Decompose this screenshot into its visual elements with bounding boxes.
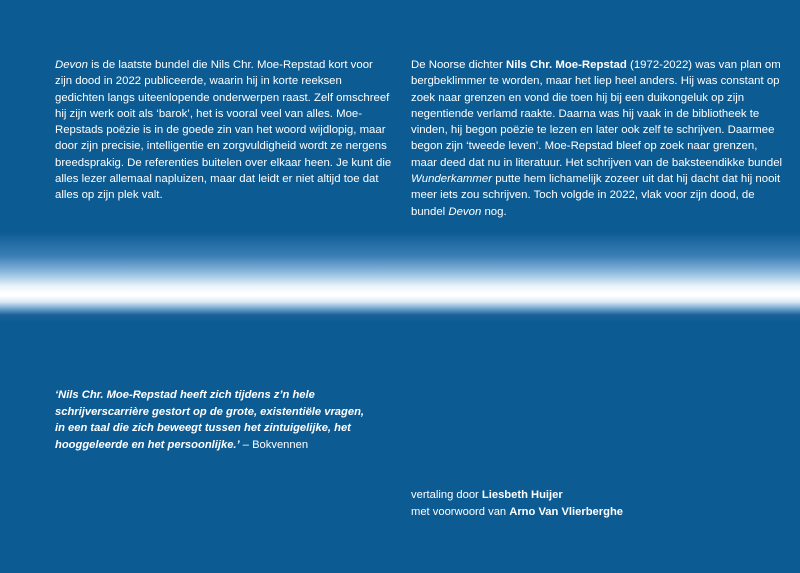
book-title-wunderkammer: Wunderkammer bbox=[411, 173, 493, 186]
book-title-devon-ref: Devon bbox=[448, 205, 482, 218]
foreword-author-name: Arno Van Vlierberghe bbox=[509, 505, 624, 518]
foreword-label: met voorwoord van bbox=[411, 505, 510, 518]
bio-text-1: (1972-2022) was van plan om bergbeklimmer te worden, maar het liep heel anders. Hij was constant op zoek naar grenzen en vond die toen hij bij een duikongeluk op zijn negentiende verlamd raakte. Daarna was hij vaak in de bibliotheek te vinden, hij begon poëzie te lezen en later ook zelf te schrijven. Daarmee begon zijn ‘tweede leven’. Moe-Repstad bleef op zoek naar grenzen, maar deed dat nu in literatuur. Het schrijven van de baksteendikke bundel bbox=[411, 59, 783, 169]
credits bbox=[411, 487, 771, 520]
bio-text-3: nog. bbox=[481, 205, 507, 218]
bio-intro: De Noorse dichter bbox=[411, 59, 506, 71]
quote-source: – Bokvennen bbox=[239, 438, 309, 451]
translator-name: Liesbeth Huijer bbox=[481, 489, 563, 501]
quote-text: ‘Nils Chr. Moe-Repstad heeft zich tijdens z’n hele schrijverscarrière gestort op de grote, existentiële vragen, in een taal die zich beweegt tussen het zintuigelijke, het hooggeleerde en het persoonlijke.’ bbox=[55, 389, 365, 451]
translation-label: vertaling door bbox=[411, 489, 482, 501]
author-bio-paragraph bbox=[411, 57, 783, 220]
description-text: is de laatste bundel die Nils Chr. Moe-Repstad kort voor zijn dood in 2022 publiceerde, waarin hij in korte reeksen gedichten langs uiteenlopende onderwerpen raast. Zelf omschreef hij zijn werk ooit als ‘barok’, het is vooral veel van alles. Moe-Repstads poëzie is in de goede zin van het woord wijdlopig, maar door zijn precisie, intelligentie en zorgvuldigheid wordt ze nergens breedsprakig. De referenties buitelen over elkaar heen. Je kunt die alles lezer allemaal napluizen, maar dat leidt er niet altijd toe dat alles op zijn plek valt. bbox=[55, 59, 392, 202]
bio-text-2: putte hem lichamelijk zozeer uit dat hij dacht dat hij nooit meer iets zou schrijven. Toch volgde in 2022, vlak voor zijn dood, de bundel bbox=[411, 173, 781, 218]
author-name: Nils Chr. Moe-Repstad bbox=[505, 59, 627, 71]
press-quote bbox=[55, 387, 375, 453]
book-title-devon: Devon bbox=[55, 59, 88, 71]
description-paragraph bbox=[55, 57, 393, 204]
